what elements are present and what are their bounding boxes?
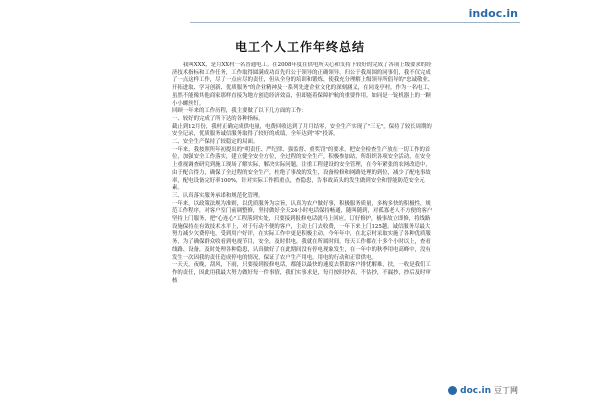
paragraph: 三、认真落实服务承诺和规范化管理。 bbox=[172, 192, 264, 199]
paragraph: 回顾一年来的工作历程，我主要做了以下几方面的工作： bbox=[172, 108, 307, 115]
footer-brand-cn: 豆丁网 bbox=[494, 386, 518, 395]
paragraph: 一、较好的完成了所下达的各种指标。 bbox=[172, 115, 264, 122]
paragraph: 二、安全生产保持了较稳定的局面。 bbox=[172, 139, 259, 146]
footer-brand[interactable]: doc.in bbox=[460, 385, 491, 396]
site-footer[interactable] bbox=[448, 385, 518, 396]
header-divider bbox=[190, 22, 520, 23]
document-title: 电工个人工作年终总结 bbox=[234, 40, 365, 54]
document-body bbox=[172, 62, 434, 380]
paragraph: 一天天，夜晚，刮风，下雨，只要接到报修电话，都能以最快的速度去帮助客户排忧解难，扶，一收是我们工作的责任，因此用我最大努力做好每一件事情，我们实事求是，每月按时抄表，不估抄，不漏抄，抄后及时审核 bbox=[172, 262, 431, 284]
paragraph: 截止到12月份，我村正确完成供电量，电费回收达到了月月结零，安全生产实现了"三无"，保持了较长周期的安全记录，优质服务诚信服务取得了较好的成绩，全年达到"零"投诉。 bbox=[172, 123, 432, 138]
doc-logo-icon bbox=[448, 386, 457, 395]
site-brand-header[interactable]: indoc.in bbox=[468, 7, 518, 20]
paragraph: 一年来，我按照所年初提出的"明责任、严纪律、强监督、重奖罚"的要求，把安全检查生产放在一切工作的首位，加强安全工作落实，建立健全安全方位，全过程的安全生产，积极参加站，所组织各项安全活动，在安全上重视调查研究到施工现场了解实际，解决实际问题，注重工程建设的安全管理，在今年紧张的农网改造中，由于配合得力，确保了全过程的安全生产，杜绝了事故的发生，设备检修和网路处理的到位，减少了配电事故率，配电设备完好率100%，针对实际工作抓重点，查隐患，告事故苗头的发生做到安全和智能防范安全元素。 bbox=[172, 146, 431, 192]
paragraph: 我叫XXX，是月XX村一名普通电工。在2008年度在供电所关心和支持下较好的完成了各项上级要求的经济技术指标和工作任务，工作取得圆满成功首先归公于领导的正确领导，归公于我周围的同事们，我不仅完成了一点这样工作，尽了一点应尽的责任，但从全身的培训和锻炼，使我充分理解上级领导所倡导的"忠诚敬业、开拓进取、学习创新、优质服务"的企业精神及一系列先进企业文化的深刻涵义，在同龙亭村，作为一名电工，虽然不能像其他商家那样直接为地方创造经济效益，但却能着保障护航的重要作用，如同是一锭机器上的一颗小小螺丝钉。 bbox=[172, 62, 434, 107]
paragraph: 一年来，以政策法规为准则，以优质服务为宗旨，认真为农户做好事，积极服务质量，多构多快的积极性，规范工作程序，对客户室门前调整修，坚持做好全天24小时电话保持畅通，随叫随到，对孤寡老人不方便的客户坚持上门服务，把"心连心"工程落到实处，只要接到报修电话就马上回应，订好修护，极事故立即修，将线路设施保持在有效技术水平上，对于行动不便的客户，主动上门去收费，一年下来上门125趟。诚信服务尽最大努力减少欠费停电，受到用户好评，在实际工作中更是积极主动，今年年中，在北京村采取实施了各种优质服务，为了确保群众收看到电视节目，安全，及时供电，我就在所属时间，每天工作都在十多个小时以上，查看线路、设备，及时处理各种隐患，认真做好了在此期间没有停电现象发生，在一年中的秋季用电高峰中，没有发生一次因我的责任造成停电的情况，保证了农户生产用电，用电的行动和正常供电。 bbox=[172, 200, 433, 261]
